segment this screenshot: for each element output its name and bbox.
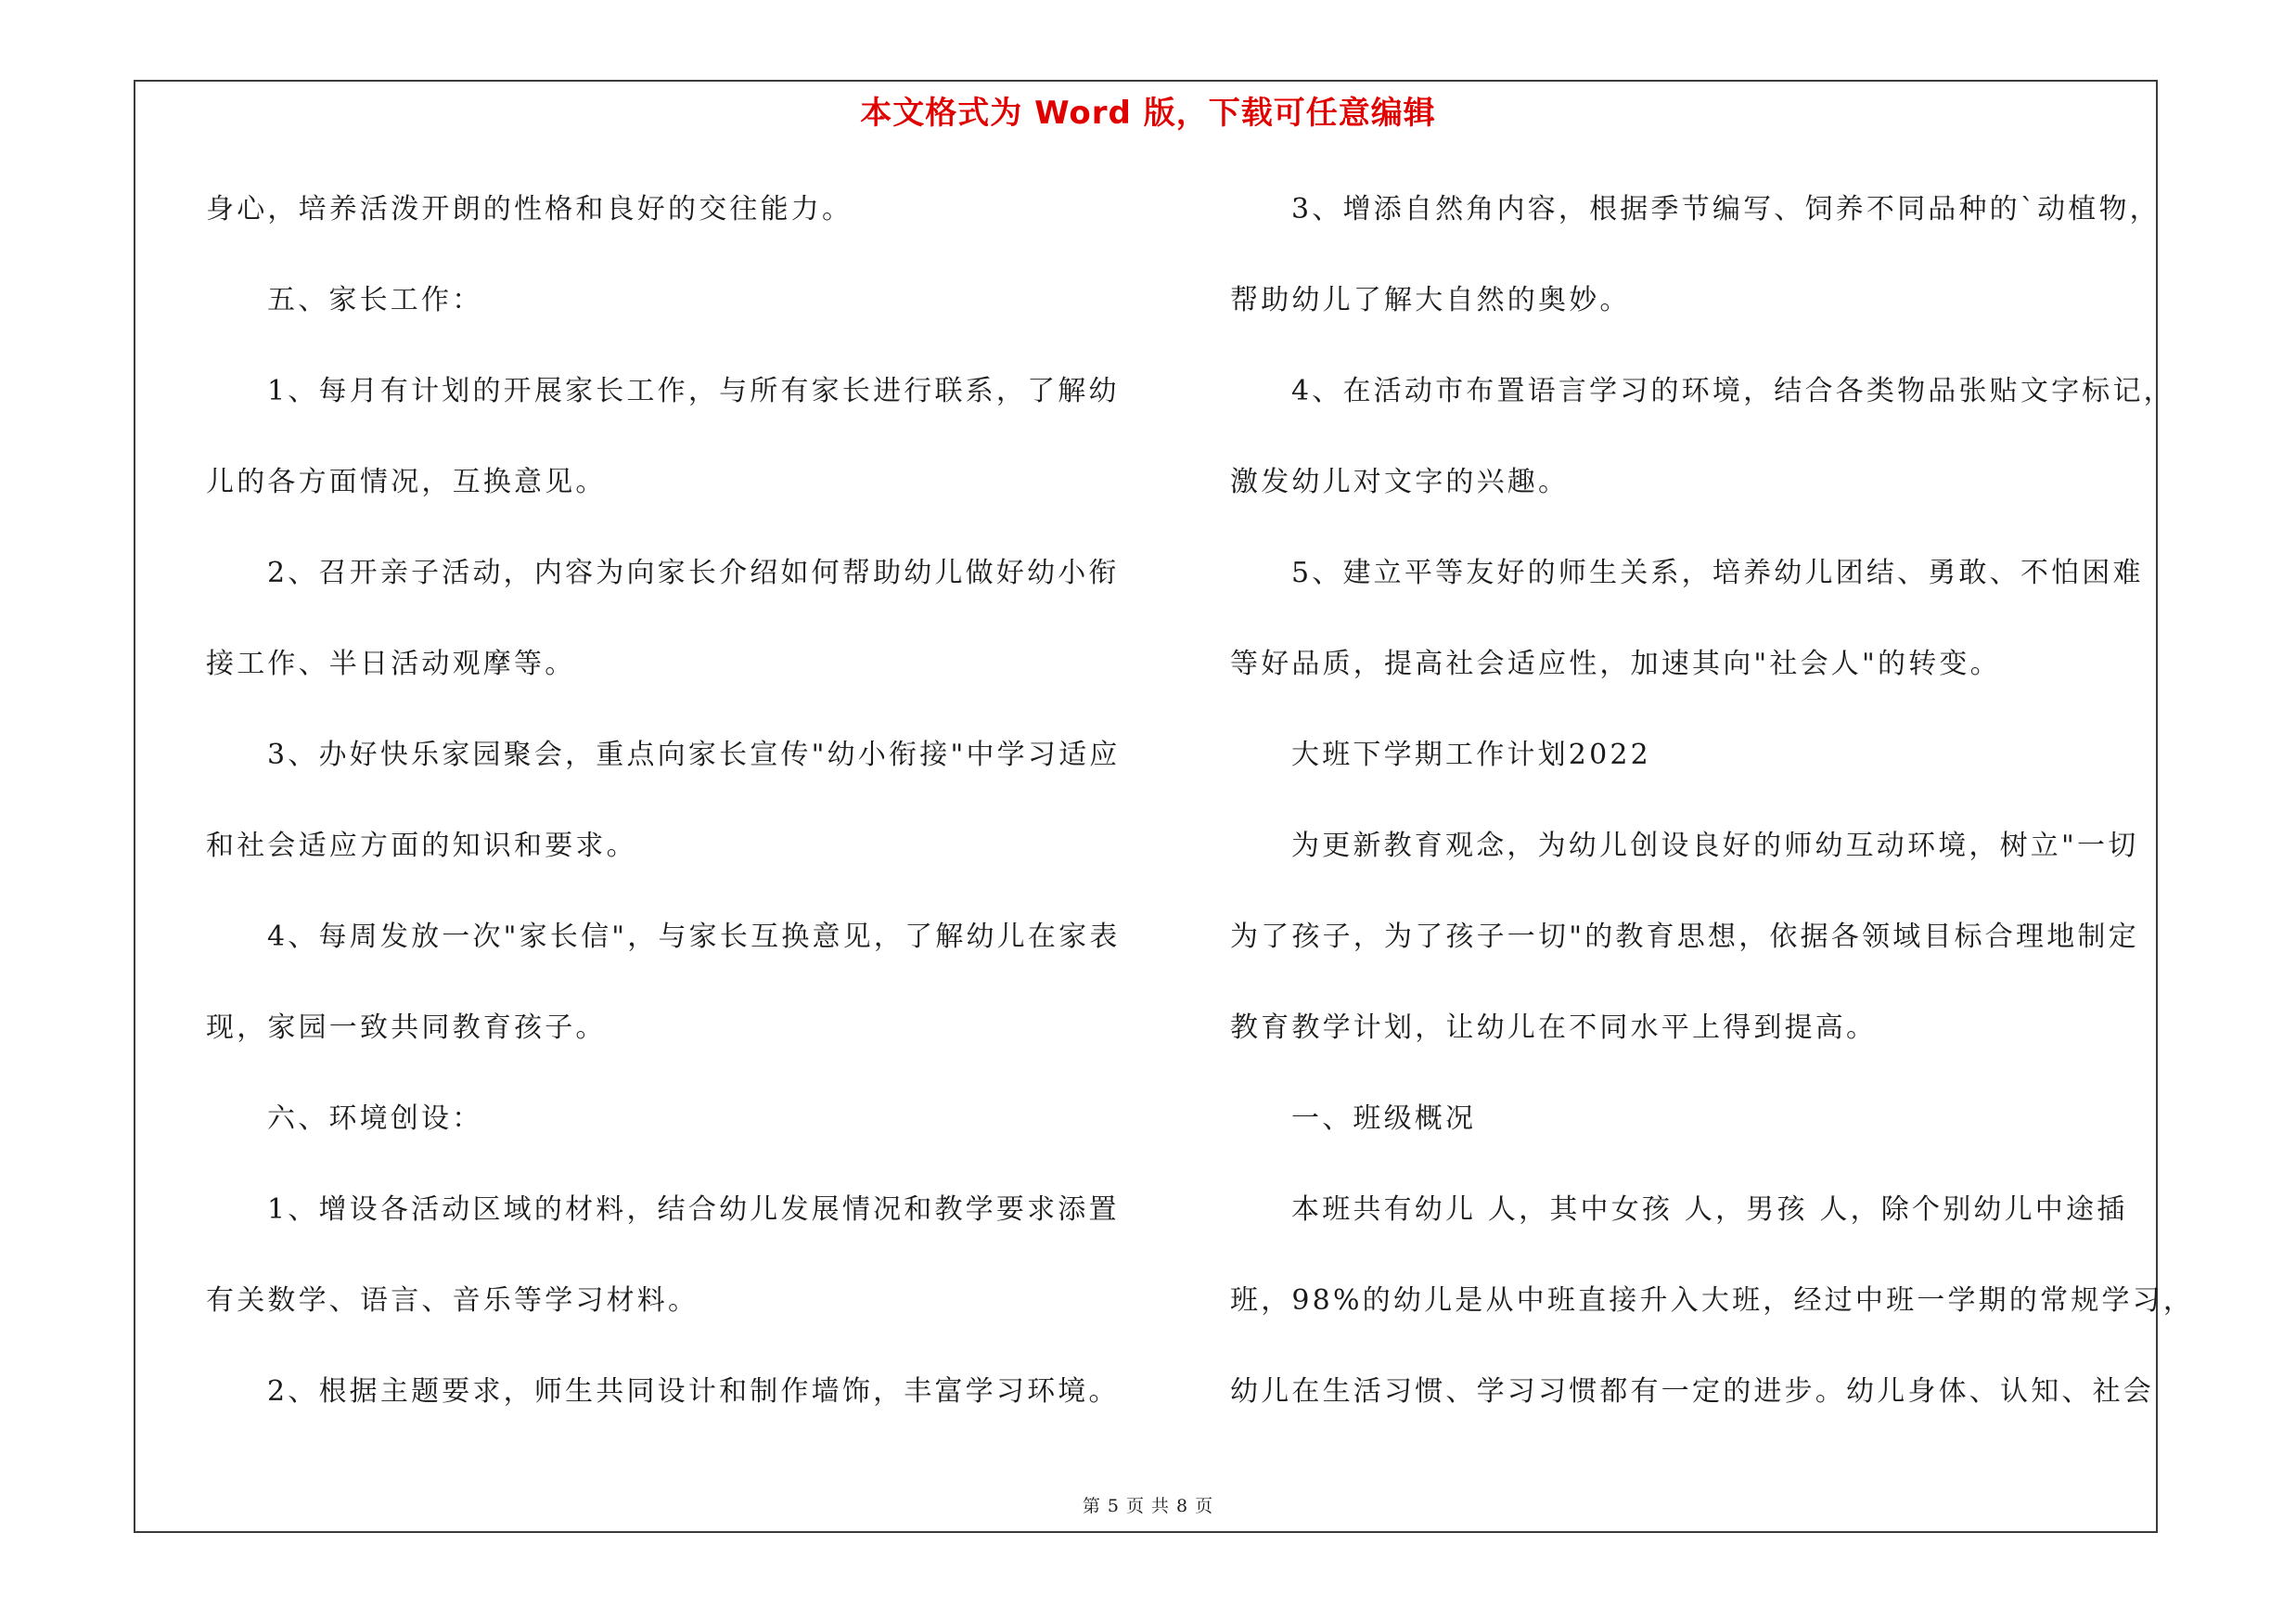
paragraph-line: 4、每周发放一次"家长信"，与家长互换意见，了解幼儿在家表 bbox=[267, 921, 1121, 953]
paragraph-line: 五、家长工作： bbox=[267, 284, 483, 316]
paragraph-line: 儿的各方面情况，互换意见。 bbox=[206, 466, 607, 498]
paragraph-line: 一、班级概况 bbox=[1291, 1102, 1477, 1135]
paragraph-line: 2、召开亲子活动，内容为向家长介绍如何帮助幼儿做好幼小衔 bbox=[267, 557, 1120, 589]
paragraph-line: 3、增添自然角内容，根据季节编写、饲养不同品种的`动植物， bbox=[1291, 193, 2161, 225]
paragraph-line: 为了孩子，为了孩子一切"的教育思想，依据各领域目标合理地制定 bbox=[1230, 921, 2139, 953]
paragraph-line: 为更新教育观念，为幼儿创设良好的师幼互动环境，树立"一切 bbox=[1291, 830, 2139, 862]
paragraph-line: 2、根据主题要求，师生共同设计和制作墙饰，丰富学习环境。 bbox=[267, 1375, 1120, 1408]
right-column bbox=[1230, 182, 2195, 1455]
paragraph-line: 身心，培养活泼开朗的性格和良好的交往能力。 bbox=[206, 193, 853, 225]
paragraph-line: 六、环境创设： bbox=[267, 1102, 483, 1135]
format-banner: 本文格式为 Word 版，下载可任意编辑 bbox=[860, 95, 1436, 132]
paragraph-line: 接工作、半日活动观摩等。 bbox=[206, 648, 576, 680]
paragraph-line: 班，98%的幼儿是从中班直接升入大班，经过中班一学期的常规学习， bbox=[1230, 1284, 2195, 1317]
paragraph-line: 帮助幼儿了解大自然的奥妙。 bbox=[1230, 284, 1631, 316]
paragraph-line: 5、建立平等友好的师生关系，培养幼儿团结、勇敢、不怕困难 bbox=[1291, 557, 2144, 589]
paragraph-line: 有关数学、语言、音乐等学习材料。 bbox=[206, 1284, 699, 1317]
paragraph-line: 本班共有幼儿 人，其中女孩 人，男孩 人，除个别幼儿中途插 bbox=[1291, 1193, 2128, 1226]
paragraph-line: 4、在活动市布置语言学习的环境，结合各类物品张贴文字标记， bbox=[1291, 375, 2174, 407]
paragraph-line: 大班下学期工作计划2022 bbox=[1291, 739, 1651, 771]
paragraph-line: 教育教学计划，让幼儿在不同水平上得到提高。 bbox=[1230, 1011, 1878, 1044]
paragraph-line: 1、每月有计划的开展家长工作，与所有家长进行联系，了解幼 bbox=[267, 375, 1120, 407]
page-number-footer: 第 5 页 共 8 页 bbox=[1082, 1496, 1214, 1516]
paragraph-line: 和社会适应方面的知识和要求。 bbox=[206, 830, 637, 862]
paragraph-line: 幼儿在生活习惯、学习习惯都有一定的进步。幼儿身体、认知、社会 bbox=[1230, 1375, 2154, 1408]
paragraph-line: 激发幼儿对文字的兴趣。 bbox=[1230, 466, 1570, 498]
paragraph-line: 1、增设各活动区域的材料，结合幼儿发展情况和教学要求添置 bbox=[267, 1193, 1120, 1226]
paragraph-line: 现，家园一致共同教育孩子。 bbox=[206, 1011, 607, 1044]
paragraph-line: 等好品质，提高社会适应性，加速其向"社会人"的转变。 bbox=[1230, 648, 2001, 680]
paragraph-line: 3、办好快乐家园聚会，重点向家长宣传"幼小衔接"中学习适应 bbox=[267, 739, 1121, 771]
left-column bbox=[206, 182, 1134, 1455]
